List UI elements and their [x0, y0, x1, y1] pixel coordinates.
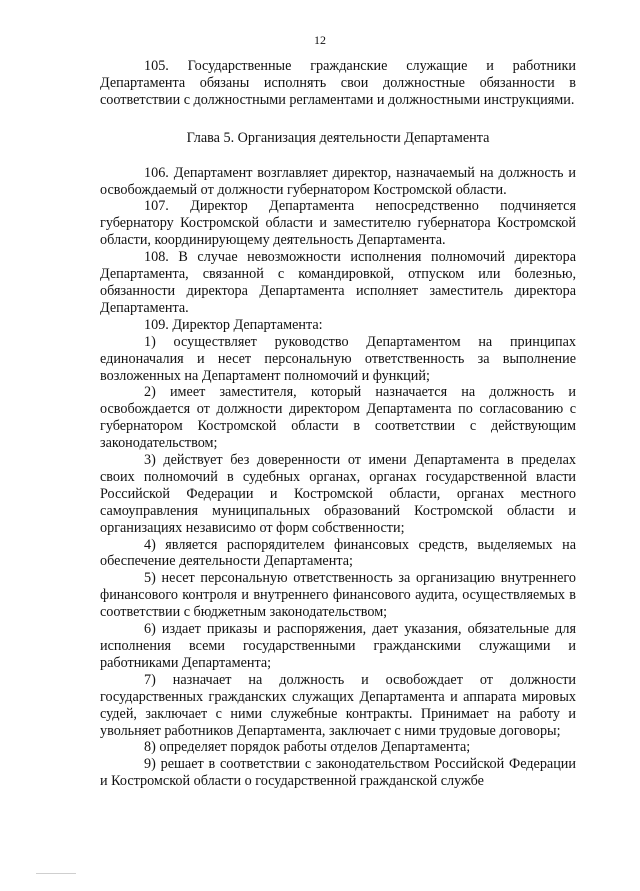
scan-edge-mark: [36, 873, 76, 874]
document-body: [100, 58, 576, 790]
paragraph-106: 106. Департамент возглавляет директор, назначаемый на должность и освобождаемый от должности губернатором Костромской области.: [100, 164, 576, 198]
list-item-7: 7) назначает на должность и освобождает от должности государственных гражданских служащих Департамента и аппарата мировых судей, заключает с ними служебные контракты. Принимает на работу и увольняет работников Департамента, заключает с ними трудовые договоры;: [100, 671, 576, 739]
paragraph-109: 109. Директор Департамента:: [144, 316, 323, 333]
paragraph-108: 108. В случае невозможности исполнения полномочий директора Департамента, связанной с командировкой, отпуском или болезнью, обязанности директора Департамента исполняет заместитель директора Департамента.: [100, 249, 576, 316]
page-number: 12: [314, 33, 326, 47]
list-item-1: 1) осуществляет руководство Департаментом на принципах единоначалия и несет персональную ответственность за выполнение возложенных на Департамент полномочий и функций;: [100, 333, 576, 384]
list-item-3: 3) действует без доверенности от имени Департамента в пределах своих полномочий в судебных органах, органах государственной власти Российской Федерации и Костромской области, органах местного самоуправления муниципальных образований Костромской области и организациях независимо от форм собственности;: [100, 452, 576, 536]
list-item-4: 4) является распорядителем финансовых средств, выделяемых на обеспечение деятельности Департамента;: [100, 536, 576, 570]
paragraph-107: 107. Директор Департамента непосредственно подчиняется губернатору Костромской области и заместителю губернатора Костромской области, координирующему деятельность Департамента.: [100, 198, 576, 249]
list-item-9: 9) решает в соответствии с законодательством Российской Федерации и Костромской области о государственной гражданской службе: [100, 756, 576, 790]
list-item-6: 6) издает приказы и распоряжения, дает указания, обязательные для исполнения всеми государственными гражданскими служащими и работниками Департамента;: [100, 621, 576, 671]
list-item-8: 8) определяет порядок работы отделов Департамента;: [144, 739, 471, 756]
list-item-5: 5) несет персональную ответственность за организацию внутреннего финансового контроля и внутреннего финансового аудита, осуществляемых в соответствии с бюджетным законодательством;: [100, 570, 576, 621]
chapter-title: Глава 5. Организация деятельности Департамента: [186, 129, 490, 146]
paragraph-105: 105. Государственные гражданские служащие и работники Департамента обязаны исполнять свои должностные обязанности в соответствии с должностными регламентами и должностными инструкциями.: [100, 58, 576, 108]
list-item-2: 2) имеет заместителя, который назначается на должность и освобождается от должности директором Департамента по согласованию с губернатором Костромской области в соответствии с действующим законодательством;: [100, 384, 576, 452]
